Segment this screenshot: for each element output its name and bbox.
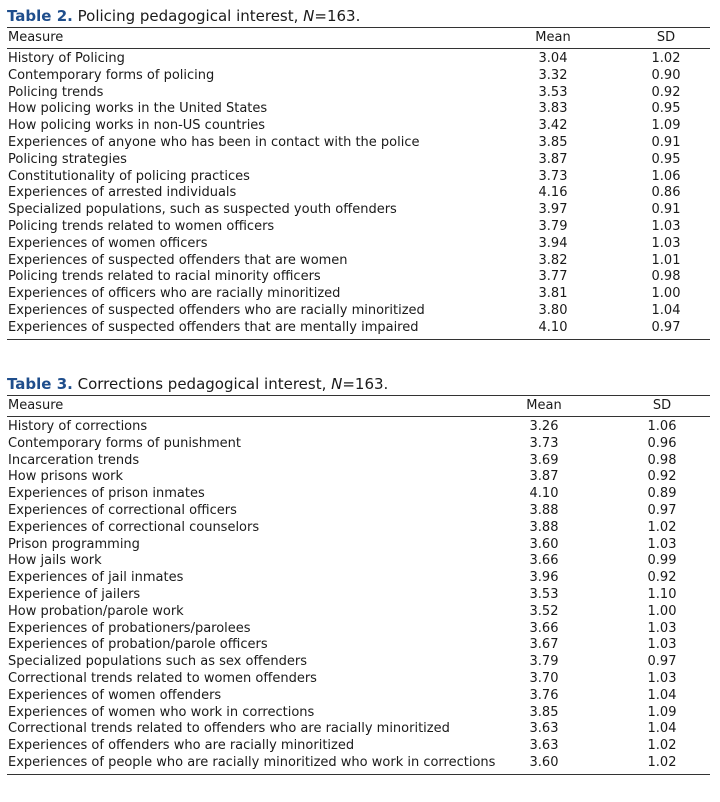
cell-mean: 3.96	[529, 570, 559, 586]
table-row	[7, 269, 710, 286]
cell-measure: Experiences of women offenders	[8, 687, 222, 703]
table-row	[7, 503, 710, 520]
cell-sd: 0.97	[647, 502, 677, 518]
header-mean: Mean	[526, 398, 562, 413]
cell-mean: 3.66	[529, 620, 559, 636]
cell-measure: Policing strategies	[8, 151, 127, 167]
cell-mean: 3.63	[529, 721, 559, 737]
cell-measure: Experiences of jail inmates	[8, 570, 184, 586]
cell-measure: Experiences of probation/parole officers	[8, 637, 268, 653]
cell-sd: 0.98	[647, 452, 677, 468]
cell-measure: History of corrections	[8, 419, 148, 434]
table-n-symbol: N	[331, 375, 343, 393]
table-header-row	[7, 395, 710, 417]
cell-sd: 0.91	[651, 134, 681, 150]
cell-sd: 0.92	[647, 469, 677, 485]
cell-sd: 1.10	[647, 586, 677, 602]
cell-mean: 3.52	[529, 603, 559, 619]
cell-sd: 0.92	[651, 84, 681, 100]
table-row	[7, 671, 710, 688]
cell-measure: How jails work	[8, 553, 102, 569]
cell-mean: 3.81	[538, 286, 568, 302]
cell-measure: Experiences of offenders who are racially minoritized	[8, 738, 355, 754]
cell-mean: 3.60	[529, 754, 559, 770]
table-row	[7, 286, 710, 303]
table-row	[7, 152, 710, 169]
cell-mean: 3.53	[538, 84, 568, 100]
cell-measure: Incarceration trends	[8, 452, 140, 468]
cell-sd: 1.02	[647, 738, 677, 754]
table-row	[7, 118, 710, 135]
cell-measure: Specialized populations such as sex offenders	[8, 654, 308, 670]
table-row	[7, 236, 710, 253]
cell-sd: 0.95	[651, 151, 681, 167]
table-row	[7, 654, 710, 671]
cell-sd: 1.04	[647, 721, 677, 737]
table-row	[7, 705, 710, 722]
cell-sd: 0.98	[651, 269, 681, 285]
table-row	[7, 738, 710, 755]
cell-mean: 3.70	[529, 670, 559, 686]
cell-mean: 4.16	[538, 185, 568, 201]
cell-measure: Experiences of officers who are racially minoritized	[8, 286, 341, 302]
table-row	[7, 604, 710, 621]
cell-measure: Experiences of correctional officers	[8, 502, 237, 518]
cell-sd: 0.97	[647, 654, 677, 670]
cell-sd: 1.02	[647, 519, 677, 535]
cell-measure: Policing trends	[8, 84, 104, 100]
table-row	[7, 755, 710, 772]
table-row	[7, 303, 710, 320]
table-label: Table 3.	[7, 375, 73, 393]
cell-measure: Experiences of arrested individuals	[8, 185, 237, 201]
cell-measure: How policing works in non-US countries	[8, 118, 266, 134]
cell-measure: Experiences of women who work in corrections	[8, 704, 315, 720]
cell-measure: Policing trends related to women officers	[8, 218, 275, 234]
cell-mean: 3.69	[529, 452, 559, 468]
cell-mean: 3.77	[538, 269, 568, 285]
cell-measure: Experiences of suspected offenders that are mentally impaired	[8, 319, 419, 335]
table-title: Policing pedagogical interest,	[77, 7, 304, 25]
table-row	[7, 219, 710, 236]
cell-sd: 0.95	[651, 101, 681, 117]
table-row	[7, 688, 710, 705]
table-row	[7, 453, 710, 470]
table-row	[7, 721, 710, 738]
cell-measure: Experiences of people who are racially minoritized who work in corrections	[8, 754, 496, 770]
cell-sd: 1.04	[647, 687, 677, 703]
table-row	[7, 436, 710, 453]
cell-mean: 3.26	[529, 419, 559, 434]
cell-mean: 3.32	[538, 67, 568, 83]
cell-sd: 1.03	[647, 637, 677, 653]
cell-measure: Experience of jailers	[8, 586, 141, 602]
table-n-value: =163.	[342, 375, 389, 393]
cell-sd: 0.89	[647, 486, 677, 502]
cell-mean: 3.80	[538, 302, 568, 318]
corrections-table	[7, 373, 710, 775]
table-header-row	[7, 27, 710, 49]
cell-mean: 3.79	[538, 218, 568, 234]
cell-sd: 1.02	[647, 754, 677, 770]
cell-measure: Contemporary forms of punishment	[8, 435, 241, 451]
cell-sd: 1.06	[651, 168, 681, 184]
table-row	[7, 101, 710, 118]
cell-measure: Correctional trends related to women offenders	[8, 670, 317, 686]
cell-mean: 3.87	[538, 151, 568, 167]
cell-sd: 0.96	[647, 435, 677, 451]
cell-mean: 3.42	[538, 118, 568, 134]
cell-mean: 3.67	[529, 637, 559, 653]
cell-measure: Prison programming	[8, 536, 140, 552]
cell-sd: 0.97	[651, 319, 681, 335]
cell-measure: Specialized populations, such as suspected youth offenders	[8, 202, 397, 218]
cell-sd: 1.03	[647, 620, 677, 636]
table-n-value: =163.	[314, 7, 361, 25]
cell-mean: 3.79	[529, 654, 559, 670]
table-row	[7, 51, 710, 68]
cell-sd: 1.09	[651, 118, 681, 134]
table-row	[7, 85, 710, 102]
cell-sd: 1.00	[647, 603, 677, 619]
table-row	[7, 419, 710, 436]
cell-sd: 0.99	[647, 553, 677, 569]
table-row	[7, 486, 710, 503]
policing-table	[7, 5, 710, 340]
cell-sd: 1.03	[651, 235, 681, 251]
cell-measure: Experiences of correctional counselors	[8, 519, 260, 535]
table-body	[7, 49, 710, 340]
cell-mean: 3.94	[538, 235, 568, 251]
table-row	[7, 469, 710, 486]
table-row	[7, 553, 710, 570]
header-measure: Measure	[8, 30, 64, 45]
cell-sd: 1.09	[647, 704, 677, 720]
cell-mean: 3.76	[529, 687, 559, 703]
header-sd: SD	[652, 398, 672, 413]
header-sd: SD	[656, 30, 676, 45]
cell-measure: Experiences of suspected offenders who are racially minoritized	[8, 302, 425, 318]
cell-sd: 1.06	[647, 419, 677, 434]
cell-mean: 3.73	[538, 168, 568, 184]
cell-mean: 3.82	[538, 252, 568, 268]
cell-mean: 3.73	[529, 435, 559, 451]
cell-mean: 3.60	[529, 536, 559, 552]
cell-mean: 3.63	[529, 738, 559, 754]
cell-measure: How probation/parole work	[8, 603, 184, 619]
table-row	[7, 253, 710, 270]
table-row	[7, 169, 710, 186]
cell-measure: Contemporary forms of policing	[8, 67, 215, 83]
table-row	[7, 621, 710, 638]
cell-mean: 3.88	[529, 502, 559, 518]
cell-sd: 0.91	[651, 202, 681, 218]
cell-measure: Experiences of women officers	[8, 235, 208, 251]
cell-mean: 3.97	[538, 202, 568, 218]
cell-mean: 3.53	[529, 586, 559, 602]
table-row	[7, 587, 710, 604]
cell-sd: 1.03	[647, 670, 677, 686]
cell-measure: How prisons work	[8, 469, 124, 485]
cell-measure: History of Policing	[8, 51, 125, 66]
cell-measure: Experiences of anyone who has been in contact with the police	[8, 134, 420, 150]
table-row	[7, 185, 710, 202]
table-row	[7, 320, 710, 337]
table-row	[7, 570, 710, 587]
cell-measure: Experiences of probationers/parolees	[8, 620, 251, 636]
cell-sd: 1.04	[651, 302, 681, 318]
table-caption	[7, 5, 710, 27]
table-row	[7, 135, 710, 152]
cell-measure: Correctional trends related to offenders who are racially minoritized	[8, 721, 450, 737]
cell-sd: 1.03	[651, 218, 681, 234]
table-title: Corrections pedagogical interest,	[77, 375, 332, 393]
cell-measure: Experiences of prison inmates	[8, 486, 205, 502]
header-mean: Mean	[535, 30, 571, 45]
table-row	[7, 202, 710, 219]
cell-sd: 0.92	[647, 570, 677, 586]
table-caption	[7, 373, 710, 395]
cell-measure: How policing works in the United States	[8, 101, 268, 117]
cell-mean: 3.88	[529, 519, 559, 535]
cell-mean: 4.10	[538, 319, 568, 335]
cell-mean: 3.85	[529, 704, 559, 720]
cell-mean: 3.04	[538, 51, 568, 66]
cell-mean: 3.66	[529, 553, 559, 569]
table-n-symbol: N	[303, 7, 315, 25]
cell-sd: 0.86	[651, 185, 681, 201]
cell-mean: 3.85	[538, 134, 568, 150]
cell-measure: Experiences of suspected offenders that are women	[8, 252, 348, 268]
cell-sd: 1.03	[647, 536, 677, 552]
cell-mean: 3.87	[529, 469, 559, 485]
cell-sd: 1.02	[651, 51, 681, 66]
cell-sd: 0.90	[651, 67, 681, 83]
cell-sd: 1.00	[651, 286, 681, 302]
table-row	[7, 537, 710, 554]
cell-mean: 4.10	[529, 486, 559, 502]
cell-mean: 3.83	[538, 101, 568, 117]
table-body	[7, 417, 710, 775]
table-label: Table 2.	[7, 7, 73, 25]
cell-measure: Constitutionality of policing practices	[8, 168, 250, 184]
table-row	[7, 520, 710, 537]
cell-measure: Policing trends related to racial minority officers	[8, 269, 321, 285]
table-row	[7, 68, 710, 85]
header-measure: Measure	[8, 398, 64, 413]
cell-sd: 1.01	[651, 252, 681, 268]
table-row	[7, 637, 710, 654]
